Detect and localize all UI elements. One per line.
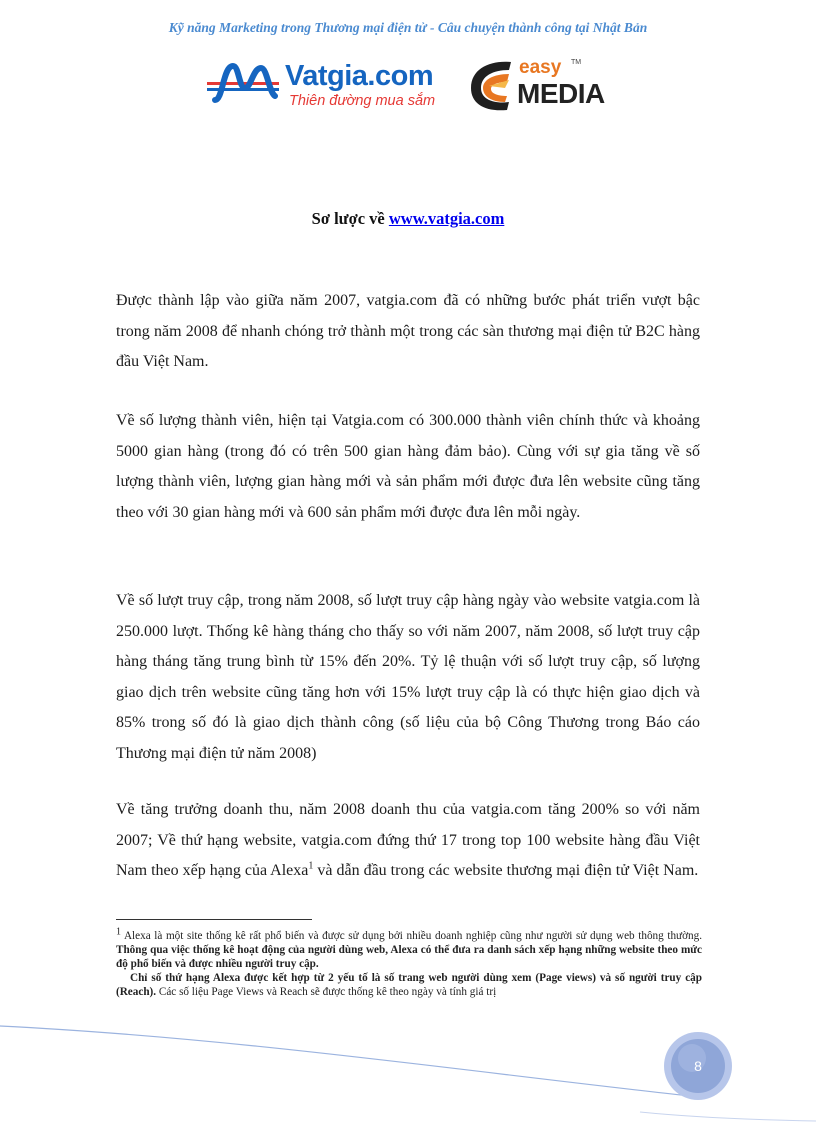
footnote — [116, 926, 702, 999]
vatgia-logo — [205, 58, 455, 114]
section-title-prefix: Sơ lược về — [311, 209, 389, 228]
footnote-marker: 1 — [116, 926, 121, 938]
footnote-alexa-rank-text: Các số liệu Page Views và Reach sẽ được thống kê theo ngày và tính giá trị — [156, 986, 497, 998]
trademark-mark: TM — [571, 59, 582, 66]
easy-media-logo — [465, 58, 625, 114]
vatgia-link[interactable]: www.vatgia.com — [388, 209, 505, 228]
easy-media-emblem-icon — [465, 58, 517, 112]
footnote-alexa-rank-bold: Chỉ số thứ hạng Alexa được kết hợp từ 2 yếu tố là số trang web người dùng xem (Page views) và số người truy cập (Reach). — [116, 972, 702, 998]
paragraph-members: Về số lượng thành viên, hiện tại Vatgia.com có 300.000 thành viên chính thức và khoảng 5000 gian hàng (trong đó có trên 500 gian hàng đảm bảo). Cùng với sự gia tăng về số lượng thành viên, lượng gian hàng mới và sản phẩm mới được đưa lên website cũng tăng theo với 30 gian hàng mới và 600 sản phẩm mới được đưa lên mỗi ngày. — [116, 412, 700, 521]
footnote-text: Alexa là một site thống kê rất phổ biến và được sử dụng bởi nhiều doanh nghiệp cũng như người sử dụng web thông thường. — [121, 930, 702, 942]
easy-wordmark: easy — [519, 57, 562, 78]
revenue-text-end: và dẫn đầu trong các website thương mại điện tử Việt Nam. — [313, 862, 699, 879]
running-header: Kỹ năng Marketing trong Thương mại điện tử - Câu chuyện thành công tại Nhật Bản — [168, 20, 648, 35]
footnote-separator — [116, 919, 312, 920]
section-title — [0, 209, 816, 229]
revenue-text: Về tăng trưởng doanh thu, năm 2008 doanh thu của vatgia.com tăng 200% so với năm 2007; Về thứ hạng website, vatgia.com đứng thứ 17 trong top 100 website hàng đầu Việt Nam theo xếp hạng của Alexa — [116, 801, 700, 879]
vatgia-wordmark: Vatgia.com — [285, 60, 434, 92]
footnote-reference[interactable]: 1 — [308, 860, 314, 872]
logo-strip — [205, 58, 625, 114]
vatgia-tagline: Thiên đường mua sắm — [289, 93, 436, 109]
vatgia-wave-icon — [205, 58, 283, 114]
paragraph-founding: Được thành lập vào giữa năm 2007, vatgia.com đã có những bước phát triển vượt bậc trong năm 2008 để nhanh chóng trở thành một trong các sàn thương mại điện tử B2C hàng đầu Việt Nam. — [116, 292, 700, 370]
media-wordmark: MEDIA — [517, 78, 605, 109]
page-number: 8 — [694, 1058, 702, 1074]
footnote-text-bold: Thông qua việc thống kê hoạt động của người dùng web, Alexa có thể đưa ra danh sách xếp hạng những website theo mức độ phổ biến và được nhiều người truy cập. — [116, 944, 702, 970]
paragraph-revenue — [116, 795, 700, 887]
paragraph-traffic: Về số lượt truy cập, trong năm 2008, số lượt truy cập hàng ngày vào website vatgia.com là 250.000 lượt. Thống kê hàng tháng cho thấy so với năm 2007, năm 2008, số lượt truy cập hàng tháng tăng trung bình từ 15% đến 20%. Tỷ lệ thuận với số lượt truy cập, số lượng giao dịch trên website cũng tăng hơn với 15% lượt truy cập là có thực hiện giao dịch và 85% trong số đó là giao dịch thành công (số liệu của bộ Công Thương trong Báo cáo Thương mại điện tử năm 2008) — [116, 592, 700, 762]
